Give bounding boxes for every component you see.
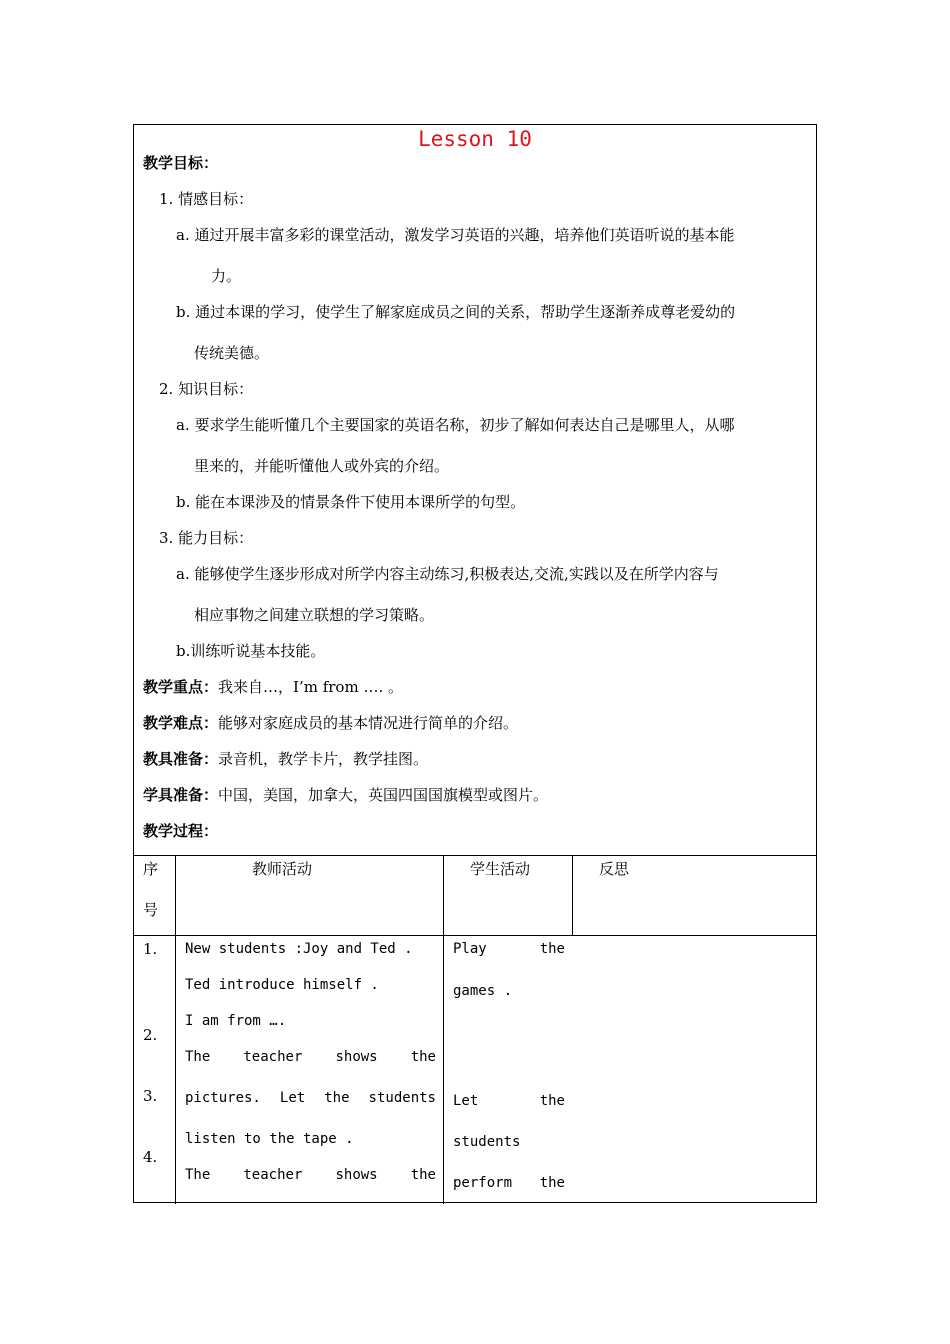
key-point-text: 我来自…，I’m from …. 。 xyxy=(218,678,403,696)
seq-number: 2. xyxy=(143,1026,158,1044)
lesson-frame xyxy=(133,124,817,1203)
word: students xyxy=(368,1090,436,1106)
word: the xyxy=(539,1093,565,1109)
knowledge-a-line2: 里来的，并能听懂他人或外宾的介绍。 xyxy=(194,457,450,475)
objectives-heading: 教学目标： xyxy=(143,154,219,172)
table-col-divider-3 xyxy=(572,855,573,935)
teacher-activity-line: New students :Joy and Ted . xyxy=(185,941,413,957)
knowledge-a-line1: a. 要求学生能听懂几个主要国家的英语名称，初步了解如何表达自己是哪里人，从哪 xyxy=(176,416,735,434)
process-heading: 教学过程： xyxy=(143,822,219,840)
ability-a-line1: a. 能够使学生逐步形成对所学内容主动练习,积极表达,交流,实践以及在所学内容与 xyxy=(176,565,719,583)
word: the xyxy=(539,1175,565,1191)
student-aids-label: 学具准备： xyxy=(143,786,219,804)
seq-number: 4. xyxy=(143,1148,158,1166)
header-teacher-activity: 教师活动 xyxy=(252,860,313,878)
student-aids-text: 中国，美国，加拿大，英国四国国旗模型或图片。 xyxy=(218,786,549,804)
key-point-label: 教学重点： xyxy=(143,678,219,696)
knowledge-objective-label: 2. 知识目标： xyxy=(159,380,254,398)
word: shows xyxy=(335,1167,378,1183)
word: pictures. xyxy=(185,1090,261,1106)
lesson-title: Lesson 10 xyxy=(418,127,532,151)
teacher-activity-line xyxy=(185,1088,436,1108)
teacher-activity-line: Ted introduce himself . xyxy=(185,977,379,993)
teacher-activity-line: I am from …. xyxy=(185,1013,287,1029)
emotional-b-line1: b. 通过本课的学习，使学生了解家庭成员之间的关系，帮助学生逐渐养成尊老爱幼的 xyxy=(176,303,736,321)
word: Play xyxy=(453,941,487,957)
word: Let xyxy=(279,1090,306,1106)
table-col-divider-1 xyxy=(175,855,176,1204)
teaching-aids-label: 教具准备： xyxy=(143,750,219,768)
word: teacher xyxy=(243,1049,303,1065)
teacher-activity-line: listen to the tape . xyxy=(185,1131,354,1147)
student-activity-line: games . xyxy=(453,983,513,999)
header-reflection: 反思 xyxy=(599,860,630,878)
seq-number: 3. xyxy=(143,1087,158,1105)
teacher-activity-line xyxy=(185,1165,436,1185)
word: The xyxy=(185,1049,211,1065)
word: the xyxy=(410,1167,436,1183)
seq-number: 1. xyxy=(143,940,158,958)
difficulty xyxy=(143,713,518,733)
difficulty-label: 教学难点： xyxy=(143,714,219,732)
header-student-activity: 学生活动 xyxy=(470,860,531,878)
word: shows xyxy=(335,1049,378,1065)
word: the xyxy=(539,941,565,957)
ability-b-line1: b.训练听说基本技能。 xyxy=(176,642,326,660)
student-activity-line xyxy=(453,1091,565,1111)
student-activity-line xyxy=(453,1173,565,1193)
word: Let xyxy=(453,1093,479,1109)
teaching-aids xyxy=(143,749,428,769)
key-point xyxy=(143,677,403,697)
emotional-a-line1: a. 通过开展丰富多彩的课堂活动，激发学习英语的兴趣，培养他们英语听说的基本能 xyxy=(176,226,735,244)
table-top-rule xyxy=(134,855,816,856)
ability-objective-label: 3. 能力目标： xyxy=(159,529,254,547)
header-seq-2: 号 xyxy=(143,901,159,919)
word: perform xyxy=(453,1175,513,1191)
ability-a-line2: 相应事物之间建立联想的学习策略。 xyxy=(194,606,435,624)
header-seq-1: 序 xyxy=(143,860,159,878)
emotional-a-line2: 力。 xyxy=(211,267,242,285)
word: teacher xyxy=(243,1167,303,1183)
student-aids xyxy=(143,785,548,805)
teaching-aids-text: 录音机，教学卡片，教学挂图。 xyxy=(218,750,429,768)
knowledge-b-line1: b. 能在本课涉及的情景条件下使用本课所学的句型。 xyxy=(176,493,526,511)
word: The xyxy=(185,1167,211,1183)
student-activity-line: students xyxy=(453,1134,521,1150)
word: the xyxy=(410,1049,436,1065)
table-col-divider-2 xyxy=(443,855,444,1204)
emotional-objective-label: 1. 情感目标： xyxy=(159,190,254,208)
difficulty-text: 能够对家庭成员的基本情况进行简单的介绍。 xyxy=(218,714,519,732)
teacher-activity-line xyxy=(185,1047,436,1067)
word: the xyxy=(324,1090,350,1106)
emotional-b-line2: 传统美德。 xyxy=(194,344,270,362)
table-header-rule xyxy=(134,935,816,936)
student-activity-line xyxy=(453,939,565,959)
